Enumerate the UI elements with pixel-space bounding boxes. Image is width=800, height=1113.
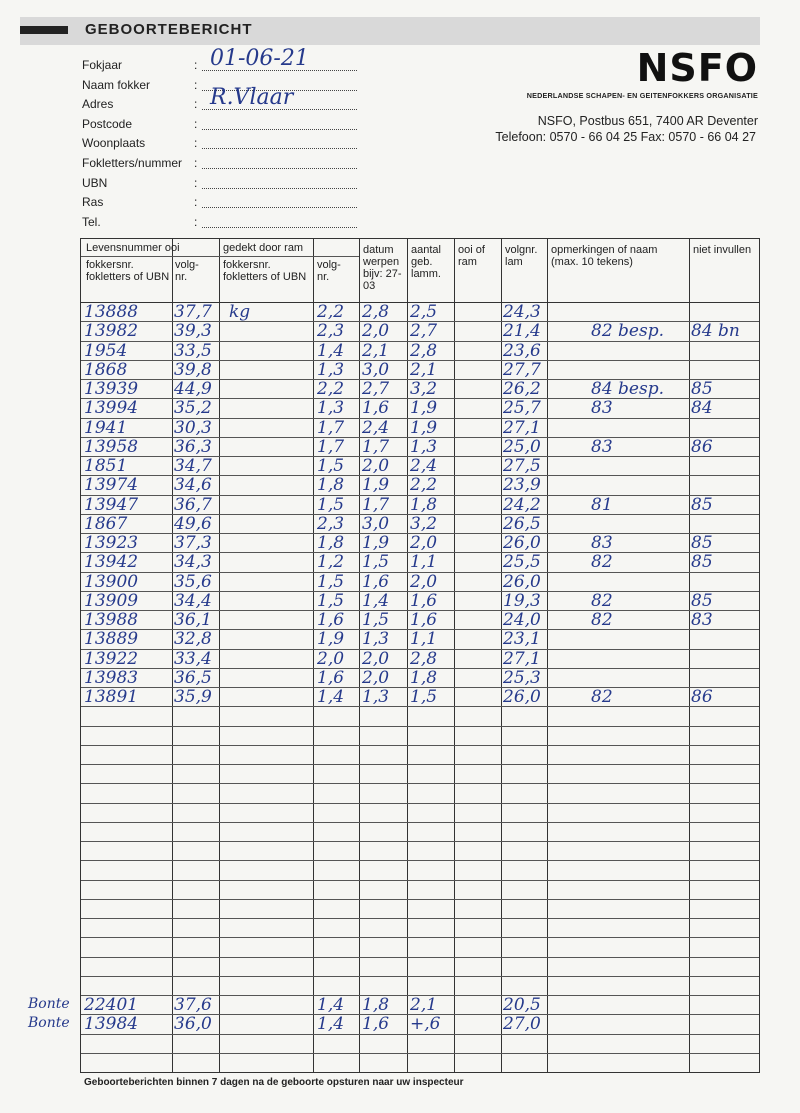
header-ram-fok: fokkersnr. fokletters of UBN: [223, 259, 307, 283]
bottom-row-volg[interactable]: 37,6: [174, 995, 212, 1015]
table-row-ooi[interactable]: 13922: [84, 648, 139, 669]
table-row-aantal[interactable]: 2,4: [410, 456, 438, 476]
row-line: [81, 937, 759, 938]
table-row-datum[interactable]: 2,0: [362, 321, 390, 342]
table-row-volg[interactable]: 34,4: [174, 590, 212, 611]
row-line: [81, 726, 759, 727]
table-row-datum[interactable]: 1,7: [362, 494, 390, 515]
table-row-datum[interactable]: 1,3: [362, 629, 390, 650]
table-row-ooi[interactable]: 1941: [84, 417, 128, 438]
table-row-ram-volg[interactable]: 1,5: [317, 571, 345, 592]
table-row-datum[interactable]: 2,4: [362, 417, 390, 438]
table-row-volg[interactable]: 37,7: [174, 302, 212, 322]
table-row-aantal[interactable]: 2,7: [410, 321, 438, 342]
table-row-opm[interactable]: 83: [591, 436, 613, 457]
field-value[interactable]: 01-06-21: [210, 46, 309, 71]
bottom-row-ooi[interactable]: 13984: [84, 1014, 139, 1035]
table-row-volg[interactable]: 33,5: [174, 340, 212, 361]
table-row-niet[interactable]: 85: [691, 533, 713, 553]
table-row-aantal[interactable]: 2,8: [410, 648, 438, 669]
table-row-datum[interactable]: 2,1: [362, 340, 390, 361]
table-row-ooi[interactable]: 13889: [84, 629, 139, 650]
row-line: [81, 1053, 759, 1054]
table-row-datum[interactable]: 1,6: [362, 571, 390, 592]
table-row-volg[interactable]: 35,6: [174, 571, 212, 592]
table-row-volg[interactable]: 32,8: [174, 629, 212, 650]
table-row-ooi[interactable]: 1868: [84, 359, 128, 380]
table-row-niet[interactable]: 84 bn: [691, 321, 740, 342]
table-row-ooi[interactable]: 13982: [84, 321, 139, 342]
table-row-aantal[interactable]: 1,8: [410, 494, 438, 515]
table-row-datum[interactable]: 1,5: [362, 552, 390, 573]
header-opmerkingen: opmerkingen of naam (max. 10 tekens): [551, 244, 658, 268]
field-label: UBN: [82, 175, 108, 190]
table-row-ram-volg[interactable]: 2,3: [317, 513, 345, 534]
table-row-volg[interactable]: 35,2: [174, 398, 212, 419]
table-row-ram-volg[interactable]: 1,2: [317, 552, 345, 573]
bottom-row-volg[interactable]: 36,0: [174, 1014, 212, 1035]
bottom-row-lam[interactable]: 20,5: [503, 995, 541, 1015]
table-row-volg[interactable]: 34,6: [174, 475, 212, 496]
field-colon: :: [194, 97, 198, 112]
table-row-aantal[interactable]: 2,5: [410, 302, 438, 322]
birth-report-table: [80, 238, 760, 1073]
table-row-lam[interactable]: 24,0: [503, 610, 541, 630]
col-divider: [454, 239, 455, 1072]
field-label: Naam fokker: [82, 77, 151, 92]
bottom-row-datum[interactable]: 1,6: [362, 1014, 390, 1035]
field-label: Adres: [82, 97, 114, 112]
form-title: GEBOORTEBERICHT: [85, 21, 253, 38]
table-row-aantal[interactable]: 1,6: [410, 590, 438, 611]
table-row-datum[interactable]: 1,5: [362, 610, 390, 630]
table-row-datum[interactable]: 2,0: [362, 648, 390, 669]
table-row-opm[interactable]: 83: [591, 533, 613, 553]
header-ram-group: gedekt door ram: [223, 242, 304, 254]
field-line[interactable]: [202, 148, 357, 149]
table-row-volg[interactable]: 36,5: [174, 667, 212, 688]
table-row-volg[interactable]: 39,8: [174, 359, 212, 380]
table-row-lam[interactable]: 27,5: [503, 456, 541, 476]
table-row-lam[interactable]: 25,3: [503, 667, 541, 688]
table-row-aantal[interactable]: 3,2: [410, 513, 438, 534]
table-row-opm[interactable]: 83: [591, 398, 613, 419]
table-row-ooi[interactable]: 13983: [84, 667, 139, 688]
table-row-aantal[interactable]: 1,6: [410, 610, 438, 630]
header-datum: datum werpen bijv: 27-03: [363, 244, 402, 292]
table-row-lam[interactable]: 26,2: [503, 379, 541, 399]
table-row-lam[interactable]: 27,1: [503, 417, 541, 438]
table-row-aantal[interactable]: 1,5: [410, 687, 438, 707]
table-row-lam[interactable]: 23,9: [503, 475, 541, 496]
table-row-datum[interactable]: 3,0: [362, 513, 390, 534]
table-row-ram-volg[interactable]: 1,8: [317, 475, 345, 496]
table-row-opm[interactable]: 81: [591, 494, 613, 515]
row-line: [81, 918, 759, 919]
field-label: Fokletters/nummer: [82, 156, 183, 170]
table-row-aantal[interactable]: 1,1: [410, 552, 438, 573]
table-row-ooi[interactable]: 13891: [84, 687, 139, 707]
field-label: Fokjaar: [82, 58, 123, 72]
field-colon: :: [194, 58, 198, 72]
table-row-ooi[interactable]: 13888: [84, 302, 139, 322]
bottom-row-ooi[interactable]: 22401: [84, 995, 139, 1015]
table-row-ooi[interactable]: 1851: [84, 456, 128, 476]
row-line: [81, 822, 759, 823]
table-row-lam[interactable]: 26,5: [503, 513, 541, 534]
header-ooi-volg: volg- nr.: [175, 259, 199, 283]
margin-note: Bonte: [28, 996, 70, 1012]
bottom-row-ram-volg[interactable]: 1,4: [317, 995, 345, 1015]
table-row-ooi[interactable]: 13900: [84, 571, 139, 592]
table-row-ram-volg[interactable]: 1,7: [317, 417, 345, 438]
table-row-volg[interactable]: 33,4: [174, 648, 212, 669]
row-line: [81, 783, 759, 784]
table-row-lam[interactable]: 23,6: [503, 340, 541, 361]
field-line[interactable]: [202, 227, 357, 228]
table-row-volg[interactable]: 36,1: [174, 610, 212, 630]
table-row-ram-volg[interactable]: 2,2: [317, 302, 345, 322]
table-row-volg[interactable]: 36,7: [174, 494, 212, 515]
col-divider: [359, 239, 360, 1072]
table-row-ram[interactable]: kg: [229, 302, 251, 322]
col-divider: [547, 239, 548, 1072]
table-row-volg[interactable]: 34,3: [174, 552, 212, 573]
bottom-row-datum[interactable]: 1,8: [362, 995, 390, 1015]
table-row-lam[interactable]: 25,7: [503, 398, 541, 419]
table-row-ram-volg[interactable]: 1,3: [317, 359, 345, 380]
table-row-lam[interactable]: 27,7: [503, 359, 541, 380]
table-row-volg[interactable]: 35,9: [174, 687, 212, 707]
table-row-ooi[interactable]: 1954: [84, 340, 128, 361]
table-row-aantal[interactable]: 2,0: [410, 533, 438, 553]
field-value[interactable]: R.Vlaar: [210, 85, 294, 111]
bottom-row-aantal[interactable]: 2,1: [410, 995, 438, 1015]
table-row-volg[interactable]: 44,9: [174, 379, 212, 399]
row-line: [81, 976, 759, 977]
row-line: [81, 957, 759, 958]
bottom-row-ram-volg[interactable]: 1,4: [317, 1014, 345, 1035]
table-row-aantal[interactable]: 1,9: [410, 417, 438, 438]
table-row-opm[interactable]: 82: [591, 552, 613, 573]
table-row-lam[interactable]: 24,3: [503, 302, 541, 322]
table-row-datum[interactable]: 2,8: [362, 302, 390, 322]
row-line: [81, 764, 759, 765]
table-row-datum[interactable]: 1,4: [362, 590, 390, 611]
row-line: [81, 803, 759, 804]
table-row-ram-volg[interactable]: 2,2: [317, 379, 345, 399]
table-row-aantal[interactable]: 2,1: [410, 359, 438, 380]
table-row-ram-volg[interactable]: 1,5: [317, 456, 345, 476]
table-row-ram-volg[interactable]: 1,4: [317, 340, 345, 361]
table-row-lam[interactable]: 26,0: [503, 687, 541, 707]
field-label: Woonplaats: [82, 136, 146, 151]
table-row-aantal[interactable]: 1,8: [410, 667, 438, 688]
table-row-ram-volg[interactable]: 1,6: [317, 667, 345, 688]
table-row-opm[interactable]: 82: [591, 590, 613, 611]
field-colon: :: [194, 156, 198, 170]
col-divider: [501, 239, 502, 1072]
field-colon: :: [194, 77, 198, 92]
col-divider: [219, 239, 220, 1072]
field-label: Tel.: [82, 214, 101, 229]
table-row-aantal[interactable]: 2,0: [410, 571, 438, 592]
table-row-volg[interactable]: 49,6: [174, 513, 212, 534]
table-row-ooi[interactable]: 13939: [84, 379, 139, 399]
field-line[interactable]: [202, 207, 357, 208]
table-row-datum[interactable]: 1,3: [362, 687, 390, 707]
table-row-niet[interactable]: 83: [691, 610, 713, 630]
table-row-lam[interactable]: 27,1: [503, 648, 541, 669]
col-divider: [172, 239, 173, 1072]
col-divider: [407, 239, 408, 1072]
table-row-opm[interactable]: 82: [591, 687, 613, 707]
table-row-aantal[interactable]: 1,9: [410, 398, 438, 419]
table-row-niet[interactable]: 86: [691, 687, 713, 707]
table-row-datum[interactable]: 1,6: [362, 398, 390, 419]
row-line: [81, 745, 759, 746]
nsfo-logo: NSFO: [636, 46, 758, 90]
table-row-ooi[interactable]: 13958: [84, 436, 139, 457]
table-row-ram-volg[interactable]: 1,3: [317, 398, 345, 419]
footer-instruction: Geboorteberichten binnen 7 dagen na de geboorte opsturen naar uw inspecteur: [84, 1077, 464, 1088]
table-row-aantal[interactable]: 1,1: [410, 629, 438, 650]
table-row-lam[interactable]: 26,0: [503, 533, 541, 553]
field-label: Postcode: [82, 116, 133, 131]
table-row-lam[interactable]: 26,0: [503, 571, 541, 592]
table-row-lam[interactable]: 25,5: [503, 552, 541, 573]
header-ooi-of-ram: ooi of ram: [458, 244, 485, 268]
table-row-niet[interactable]: 84: [691, 398, 713, 419]
field-colon: :: [194, 116, 198, 131]
header-aantal: aantal geb. lamm.: [411, 244, 441, 280]
table-row-datum[interactable]: 2,0: [362, 667, 390, 688]
table-row-volg[interactable]: 30,3: [174, 417, 212, 438]
table-row-volg[interactable]: 37,3: [174, 533, 212, 553]
table-row-aantal[interactable]: 2,8: [410, 340, 438, 361]
table-row-niet[interactable]: 85: [691, 494, 713, 515]
field-colon: :: [194, 195, 198, 210]
row-line: [81, 880, 759, 881]
table-row-datum[interactable]: 2,7: [362, 379, 390, 399]
row-line: [81, 899, 759, 900]
table-row-ooi[interactable]: 13909: [84, 590, 139, 611]
field-line[interactable]: [202, 188, 357, 189]
bottom-row-lam[interactable]: 27,0: [503, 1014, 541, 1035]
title-bar-marker: [20, 26, 68, 34]
table-row-ram-volg[interactable]: 1,5: [317, 590, 345, 611]
row-line: [81, 841, 759, 842]
table-row-ram-volg[interactable]: 1,8: [317, 533, 345, 553]
org-address: NSFO, Postbus 651, 7400 AR Deventer: [537, 114, 758, 128]
table-row-datum[interactable]: 3,0: [362, 359, 390, 380]
table-row-datum[interactable]: 1,7: [362, 436, 390, 457]
table-row-volg[interactable]: 36,3: [174, 436, 212, 457]
header-volgnr-lam: volgnr. lam: [505, 244, 538, 268]
margin-note: Bonte: [28, 1015, 70, 1032]
row-line: [81, 860, 759, 861]
table-row-ram-volg[interactable]: 1,5: [317, 494, 345, 515]
table-row-ram-volg[interactable]: 2,0: [317, 648, 345, 669]
table-row-lam[interactable]: 23,1: [503, 629, 541, 650]
table-row-niet[interactable]: 85: [691, 590, 713, 611]
field-line[interactable]: [202, 168, 357, 169]
org-name: NEDERLANDSE SCHAPEN- EN GEITENFOKKERS ORGANISATIE: [526, 91, 758, 100]
field-line[interactable]: [202, 129, 357, 130]
header-subdivider: [81, 256, 359, 257]
table-row-ooi[interactable]: 13994: [84, 398, 139, 419]
table-row-lam[interactable]: 24,2: [503, 494, 541, 515]
header-niet-invullen: niet invullen: [693, 244, 752, 256]
table-row-ram-volg[interactable]: 1,7: [317, 436, 345, 457]
table-row-ram-volg[interactable]: 1,9: [317, 629, 345, 650]
table-row-datum[interactable]: 2,0: [362, 456, 390, 476]
table-row-ram-volg[interactable]: 1,4: [317, 687, 345, 707]
table-row-volg[interactable]: 34,7: [174, 456, 212, 476]
field-label: Ras: [82, 195, 104, 210]
table-row-lam[interactable]: 25,0: [503, 436, 541, 457]
table-row-datum[interactable]: 1,9: [362, 533, 390, 553]
header-ram-volg: volg- nr.: [317, 259, 341, 283]
table-row-ooi[interactable]: 13942: [84, 552, 139, 573]
header-ooi-group: Levensnummer ooi: [86, 242, 180, 254]
table-row-aantal[interactable]: 1,3: [410, 436, 438, 457]
table-row-ooi[interactable]: 1867: [84, 513, 128, 534]
table-row-ram-volg[interactable]: 2,3: [317, 321, 345, 342]
table-row-ooi[interactable]: 13923: [84, 533, 139, 553]
table-row-lam[interactable]: 21,4: [503, 321, 541, 342]
header-ooi-fok: fokkersnr. fokletters of UBN: [86, 259, 170, 283]
table-row-niet[interactable]: 85: [691, 379, 713, 399]
table-row-aantal[interactable]: 3,2: [410, 379, 438, 399]
bottom-row-aantal[interactable]: +,6: [410, 1014, 441, 1035]
field-colon: :: [194, 136, 198, 151]
table-row-aantal[interactable]: 2,2: [410, 475, 438, 496]
table-row-opm[interactable]: 82: [591, 610, 613, 630]
org-phone: Telefoon: 0570 - 66 04 25 Fax: 0570 - 66 04 27: [495, 130, 756, 144]
col-divider: [313, 239, 314, 1072]
table-row-niet[interactable]: 85: [691, 552, 713, 573]
table-row-datum[interactable]: 1,9: [362, 475, 390, 496]
table-row-ooi[interactable]: 13947: [84, 494, 139, 515]
field-colon: :: [194, 175, 198, 190]
table-row-niet[interactable]: 86: [691, 436, 713, 457]
table-row-lam[interactable]: 19,3: [503, 590, 541, 611]
table-row-opm[interactable]: 82 besp.: [591, 321, 664, 342]
table-row-volg[interactable]: 39,3: [174, 321, 212, 342]
table-row-ooi[interactable]: 13974: [84, 475, 139, 496]
field-colon: :: [194, 214, 198, 229]
table-row-opm[interactable]: 84 besp.: [591, 379, 664, 399]
table-row-ram-volg[interactable]: 1,6: [317, 610, 345, 630]
table-row-ooi[interactable]: 13988: [84, 610, 139, 630]
col-divider: [689, 239, 690, 1072]
